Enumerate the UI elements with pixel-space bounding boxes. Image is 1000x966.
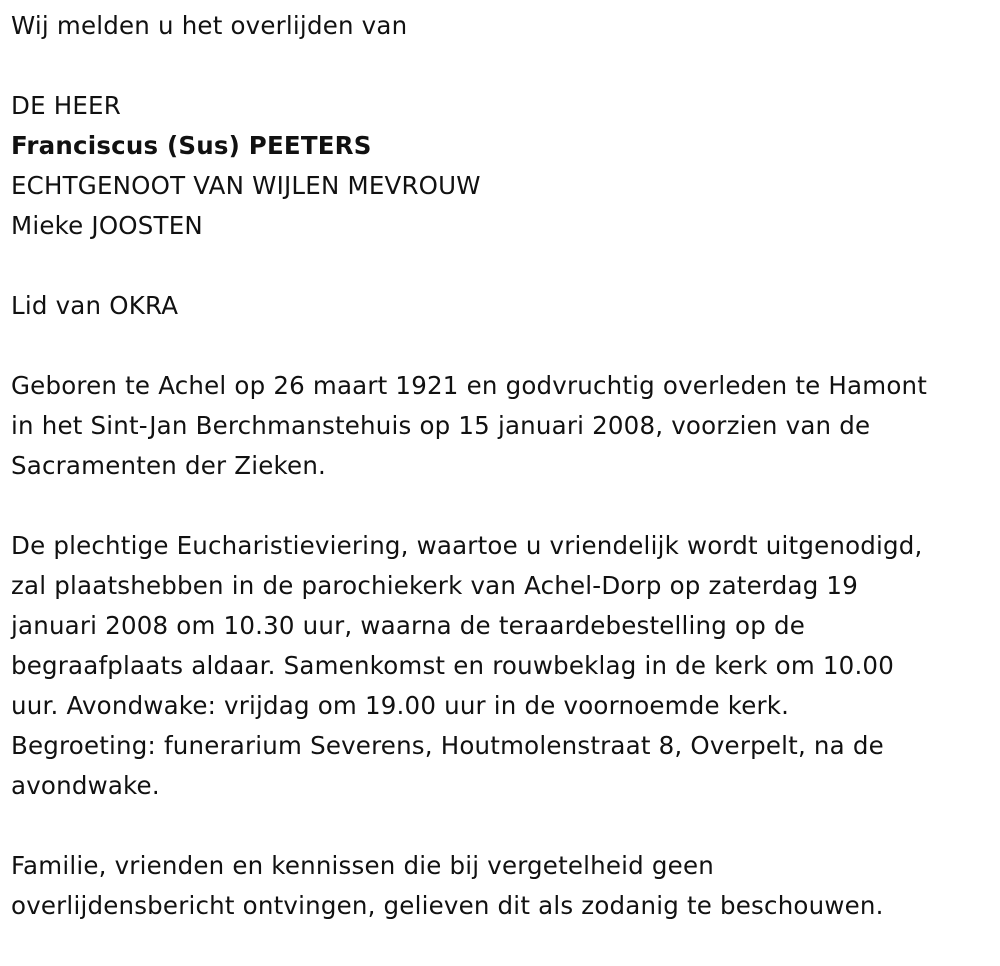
death-notice: [11, 6, 996, 926]
birth-death-paragraph: [11, 366, 996, 486]
paragraph-line: begraafplaats aldaar. Samenkomst en rouwbeklag in de kerk om 10.00: [11, 651, 895, 680]
spacer: [11, 46, 996, 86]
honorific-title: DE HEER: [11, 91, 121, 120]
paragraph-line: Sacramenten der Zieken.: [11, 451, 327, 480]
paragraph-line: Geboren te Achel op 26 maart 1921 en godvruchtig overleden te Hamont: [11, 371, 928, 400]
spouse-name: Mieke JOOSTEN: [11, 211, 203, 240]
spacer: [11, 326, 996, 366]
paragraph-line: Familie, vrienden en kennissen die bij vergetelheid geen: [11, 851, 714, 880]
paragraph-line: Begroeting: funerarium Severens, Houtmolenstraat 8, Overpelt, na de: [11, 731, 884, 760]
spacer: [11, 806, 996, 846]
paragraph-line: overlijdensbericht ontvingen, gelieven dit als zodanig te beschouwen.: [11, 891, 884, 920]
intro-text: Wij melden u het overlijden van: [11, 11, 408, 40]
paragraph-line: januari 2008 om 10.30 uur, waarna de teraardebestelling op de: [11, 611, 805, 640]
deceased-name: Franciscus (Sus) PEETERS: [11, 131, 372, 160]
spacer: [11, 246, 996, 286]
closing-paragraph: [11, 846, 996, 926]
ceremony-paragraph: [11, 526, 996, 806]
paragraph-line: uur. Avondwake: vrijdag om 19.00 uur in de voornoemde kerk.: [11, 691, 790, 720]
spacer: [11, 486, 996, 526]
paragraph-line: De plechtige Eucharistieviering, waartoe u vriendelijk wordt uitgenodigd,: [11, 531, 923, 560]
spouse-relation: ECHTGENOOT VAN WIJLEN MEVROUW: [11, 171, 481, 200]
paragraph-line: avondwake.: [11, 771, 160, 800]
paragraph-line: zal plaatshebben in de parochiekerk van Achel-Dorp op zaterdag 19: [11, 571, 859, 600]
paragraph-line: in het Sint-Jan Berchmanstehuis op 15 januari 2008, voorzien van de: [11, 411, 871, 440]
membership-text: Lid van OKRA: [11, 291, 179, 320]
